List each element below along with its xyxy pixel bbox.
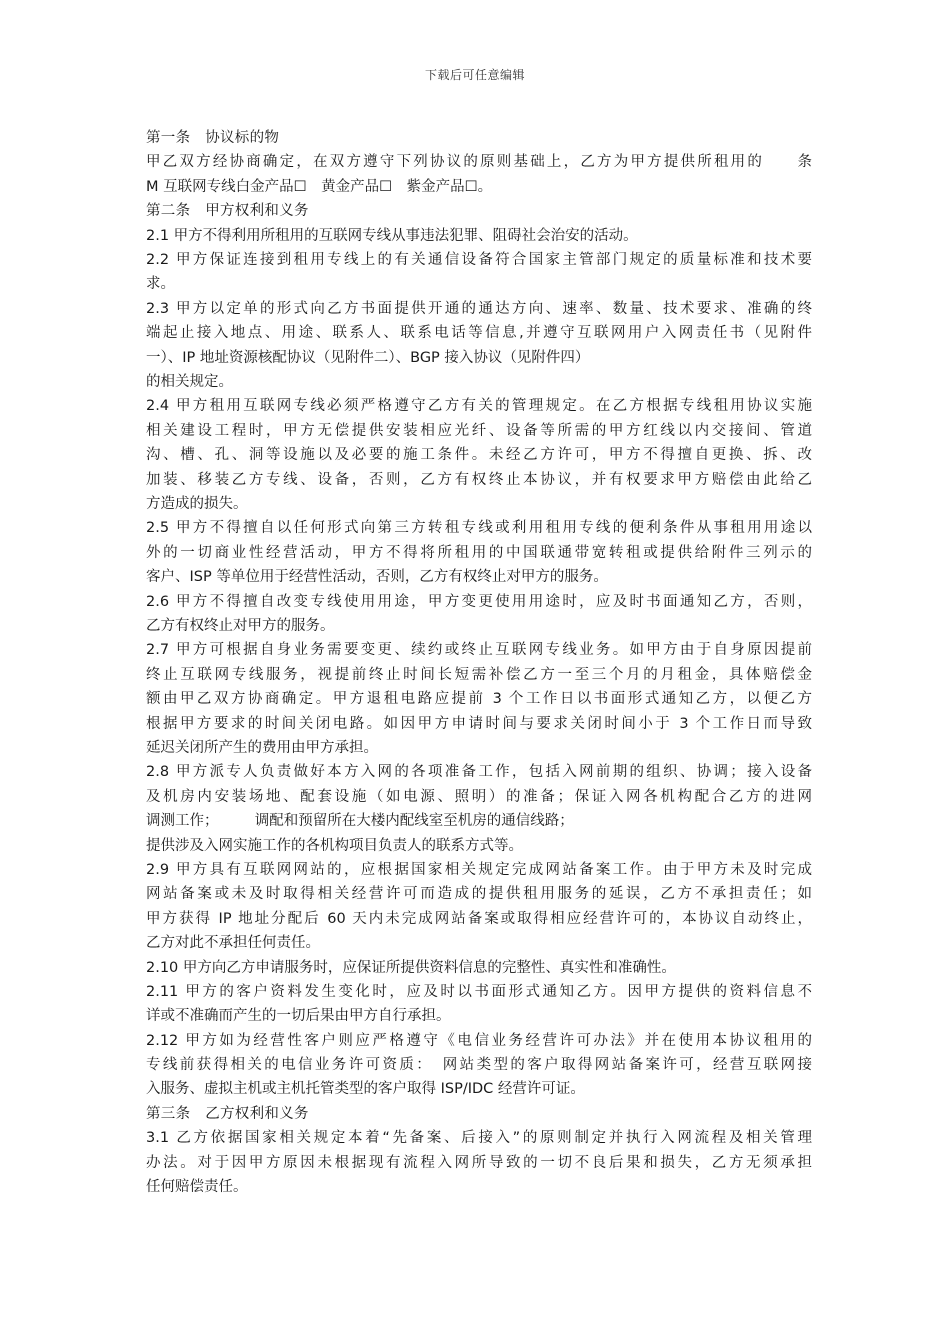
paragraph-line: M 互联网专线白金产品☐ 黄金产品☐ 紫金产品☐。 <box>146 178 493 195</box>
paragraph-line: 详或不准确而产生的一切后果由甲方自行承担。 <box>146 1008 451 1025</box>
document-body <box>146 126 812 1199</box>
page-header: 下载后可任意编辑 <box>424 68 525 82</box>
paragraph-line: 提供涉及入网实施工作的各机构项目负责人的联系方式等。 <box>146 837 523 854</box>
paragraph-line: 沟、槽、孔、洞等设施以及必要的施工条件。未经乙方许可，甲方不得擅自更换、拆、改 <box>146 447 812 464</box>
paragraph-line: 延迟关闭所产生的费用由甲方承担。 <box>146 739 378 756</box>
paragraph-line: 求。 <box>146 276 175 293</box>
paragraph-line: 2.3 甲方以定单的形式向乙方书面提供开通的通达方向、速率、数量、技术要求、准确的终 <box>146 300 812 317</box>
paragraph-line: 办法。对于因甲方原因未根据现有流程入网所导致的一切不良后果和损失，乙方无须承担 <box>146 1154 812 1171</box>
paragraph-line: 2.9 甲方具有互联网网站的，应根据国家相关规定完成网站备案工作。由于甲方未及时完成 <box>146 861 812 878</box>
paragraph-line: 甲乙双方经协商确定，在双方遵守下列协议的原则基础上，乙方为甲方提供所租用的 条 <box>146 154 812 171</box>
paragraph-line: 端起止接入地点、用途、联系人、联系电话等信息,并遵守互联网用户入网责任书（见附件 <box>146 325 812 342</box>
paragraph-line: 调测工作； 调配和预留所在大楼内配线室至机房的通信线路； <box>146 813 574 830</box>
paragraph-line: 乙方有权终止对甲方的服务。 <box>146 617 335 634</box>
paragraph-line: 2.12 甲方如为经营性客户则应严格遵守《电信业务经营许可办法》并在使用本协议租用的 <box>146 1032 812 1049</box>
paragraph-line: 外的一切商业性经营活动，甲方不得将所租用的中国联通带宽转租或提供给附件三列示的 <box>146 544 812 561</box>
paragraph-line: 2.2 甲方保证连接到租用专线上的有关通信设备符合国家主管部门规定的质量标准和技术要 <box>146 252 812 269</box>
paragraph-line: 加装、移装乙方专线、设备，否则，乙方有权终止本协议，并有权要求甲方赔偿由此给乙 <box>146 471 812 488</box>
paragraph-line: 2.11 甲方的客户资料发生变化时，应及时以书面形式通知乙方。因甲方提供的资料信息不 <box>146 983 812 1000</box>
paragraph-line: 终止互联网专线服务，视提前终止时间长短需补偿乙方一至三个月的月租金，具体赔偿金 <box>146 666 812 683</box>
paragraph-line: 相关建设工程时，甲方无偿提供安装相应光纤、设备等所需的甲方红线以内交接间、管道 <box>146 422 812 439</box>
paragraph-line: 额由甲乙双方协商确定。甲方退租电路应提前 3 个工作日以书面形式通知乙方，以便乙方 <box>146 691 812 708</box>
paragraph-line: 一）、IP 地址资源核配协议（见附件二）、BGP 接入协议（见附件四） <box>146 349 590 366</box>
paragraph-line: 的相关规定。 <box>146 374 233 390</box>
paragraph-line: 入服务、虚拟主机或主机托管类型的客户取得 ISP/IDC 经营许可证。 <box>146 1081 585 1098</box>
section-heading: 第一条 协议标的物 <box>146 130 280 146</box>
paragraph-line: 2.1 甲方不得利用所租用的互联网专线从事违法犯罪、阻碍社会治安的活动。 <box>146 227 638 244</box>
paragraph-line: 方造成的损失。 <box>146 495 248 512</box>
paragraph-line: 任何赔偿责任。 <box>146 1179 248 1196</box>
section-heading: 第三条 乙方权利和义务 <box>146 1105 309 1122</box>
paragraph-line: 根据甲方要求的时间关闭电路。如因甲方申请时间与要求关闭时间小于 3 个工作日而导致 <box>146 715 812 732</box>
paragraph-line: 2.7 甲方可根据自身业务需要变更、续约或终止互联网专线业务。如甲方由于自身原因提前 <box>146 642 812 659</box>
paragraph-line: 2.10 甲方向乙方申请服务时，应保证所提供资料信息的完整性、真实性和准确性。 <box>146 959 676 976</box>
paragraph-line: 2.5 甲方不得擅自以任何形式向第三方转租专线或利用租用专线的便利条件从事租用用途以 <box>146 520 812 537</box>
paragraph-line: 及机房内安装场地、配套设施（如电源、照明）的准备；保证入网各机构配合乙方的进网 <box>146 788 812 805</box>
paragraph-line: 客户、ISP 等单位用于经营性活动，否则，乙方有权终止对甲方的服务。 <box>146 569 608 586</box>
paragraph-line: 乙方对此不承担任何责任。 <box>146 935 320 952</box>
paragraph-line: 甲方获得 IP 地址分配后 60 天内未完成网站备案或取得相应经营许可的，本协议自动终止， <box>146 910 812 927</box>
section-heading: 第二条 甲方权利和义务 <box>146 203 309 220</box>
paragraph-line: 2.8 甲方派专人负责做好本方入网的各项准备工作，包括入网前期的组织、协调；接入设备 <box>146 764 812 781</box>
paragraph-line: 专线前获得相关的电信业务许可资质： 网站类型的客户取得网站备案许可，经营互联网接 <box>146 1057 812 1074</box>
paragraph-line: 网站备案或未及时取得相关经营许可而造成的提供租用服务的延误，乙方不承担责任；如 <box>146 886 812 903</box>
paragraph-line: 3.1 乙方依据国家相关规定本着“先备案、后接入”的原则制定并执行入网流程及相关管理 <box>146 1130 812 1147</box>
paragraph-line: 2.6 甲方不得擅自改变专线使用用途，甲方变更使用用途时，应及时书面通知乙方，否则， <box>146 593 812 610</box>
paragraph-line: 2.4 甲方租用互联网专线必须严格遵守乙方有关的管理规定。在乙方根据专线租用协议实施 <box>146 398 812 415</box>
